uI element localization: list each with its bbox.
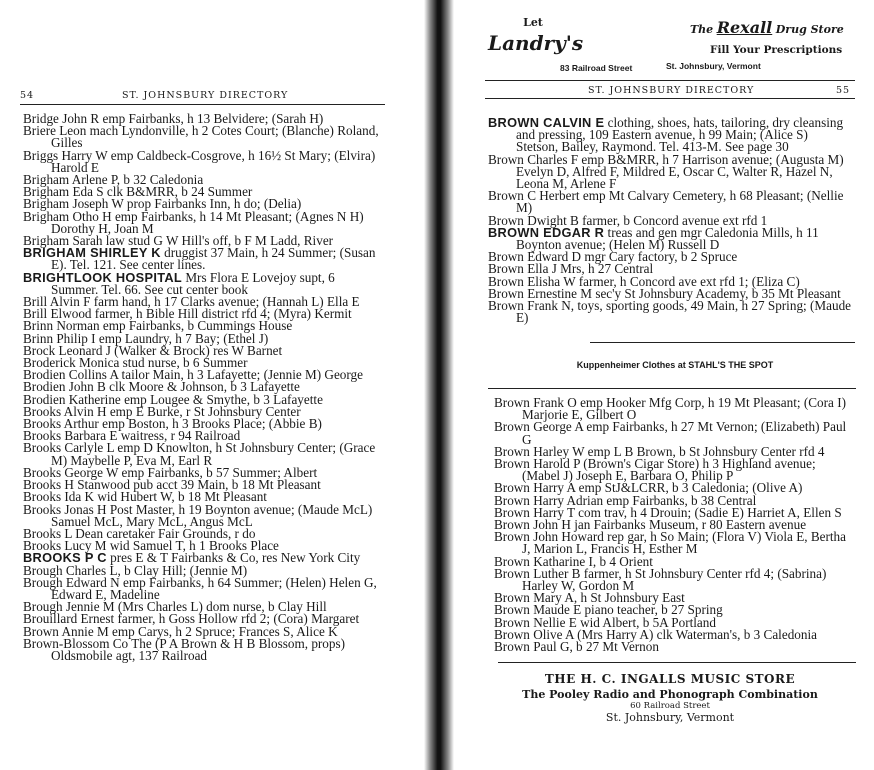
entry-text: Brown C Herbert emp Mt Calvary Cemetery, h 68 Pleasant; (Nellie M) <box>488 188 844 216</box>
ad-rule-top <box>590 342 855 343</box>
entry-text: Brooks Ida K wid Hubert W, b 18 Mt Pleasant <box>23 489 267 505</box>
entry-text: Brigham Sarah law stud G W Hill's off, b F M Ladd, River <box>23 233 334 249</box>
entry-text: treas and gen mgr Caledonia Mills, h 11 Boynton avenue; (Helen M) Russell D <box>516 224 819 253</box>
entry-text: Brodien Katherine emp Lougee & Smythe, b 3 Lafayette <box>23 391 323 407</box>
directory-entry <box>488 117 852 154</box>
entry-text: Brooks Jonas H Post Master, h 19 Boynton avenue; (Maude McL) Samuel McL, Mary McL, Angus McL <box>23 501 373 529</box>
entry-text: Brouillard Ernest farmer, h Goss Hollow rfd 2; (Cora) Margaret <box>23 611 360 627</box>
directory-entry <box>23 208 385 236</box>
rexall-ad <box>690 18 870 37</box>
ad-the: The <box>690 23 714 36</box>
entry-text: Brown-Blossom Co The (P A Brown & H B Blossom, props) Oldsmobile agt, 137 Railroad <box>23 635 346 663</box>
entry-text: pres E & T Fairbanks & Co, res New York City <box>106 550 361 566</box>
header-rule <box>20 104 385 105</box>
entry-text: Brodien John B clk Moore & Johnson, b 3 Lafayette <box>23 379 300 395</box>
ad-tagline: Fill Your Prescriptions <box>710 44 843 56</box>
landrys-address: 83 Railroad Street <box>560 63 633 73</box>
ad-line4: St. Johnsbury, Vermont <box>605 711 735 724</box>
entry-text: Brown Mary A, h St Johnsbury East <box>494 590 685 606</box>
entry-text: Brigham Arlene P, b 32 Caledonia <box>23 172 204 188</box>
entry-text: Brill Alvin F farm hand, h 17 Clarks avenue; (Hannah L) Ella E <box>23 294 360 310</box>
entry-text: Briere Leon mach Lyndonville, h 2 Cotes Court; (Blanche) Roland, Gilles <box>23 123 379 151</box>
entry-text: Brooks George W emp Fairbanks, b 57 Summer; Albert <box>23 464 318 480</box>
entry-text: Brown Dwight B farmer, b Concord avenue ext rfd 1 <box>488 212 768 228</box>
entry-text: clothing, shoes, hats, tailoring, dry cleansing and pressing, 109 Eastern avenue, h 99 Main; (Alice S) Stetson, Bailey, Raymond. Tel. 413-M. See page 30 <box>516 115 844 155</box>
entry-bold-name: BRIGHTLOOK HOSPITAL <box>23 269 183 285</box>
entry-text: Brown Harold P (Brown's Cigar Store) h 3 Highland avenue; (Mabel J) Joseph E, Barbara O, Philip P <box>494 456 816 484</box>
entry-text: Broderick Monica stud nurse, b 6 Summer <box>23 355 248 371</box>
entry-text: Bridge John R emp Fairbanks, h 13 Belvidere; (Sarah H) <box>23 111 324 126</box>
entry-text: Brown John H jan Fairbanks Museum, r 80 Eastern avenue <box>494 517 807 533</box>
entry-text: Brown Luther B farmer, h St Johnsbury Center rfd 4; (Sabrina) Harley W, Gordon M <box>494 565 827 594</box>
directory-entry <box>488 300 852 324</box>
entry-bold-name: BROWN EDGAR R <box>488 224 605 240</box>
entry-text: Brown Nellie E wid Albert, b 5A Portland <box>494 614 716 630</box>
entry-text: Brigham Joseph W prop Fairbanks Inn, h do; (Delia) <box>23 196 302 212</box>
ad-drug-store: Drug Store <box>775 23 844 36</box>
directory-entry <box>494 458 856 482</box>
page-number: 54 <box>20 90 35 101</box>
entry-text: Brooks H Stanwood pub acct 39 Main, b 18 Mt Pleasant <box>23 477 321 493</box>
entry-text: Brown Harry Adrian emp Fairbanks, b 38 Central <box>494 492 757 508</box>
entry-text: druggist 37 Main, h 24 Summer; (Susan E). Tel. 121. See center lines. <box>51 245 376 273</box>
entry-text: Brown Charles F emp B&MRR, h 7 Harrison avenue; (Augusta M) Evelyn D, Alfred F, Mildred E, Oscar C, Walter R, Hazel N, Leona M, Arlene F <box>488 151 844 192</box>
entry-text: Brock Leonard J (Walker & Brock) res W Barnet <box>23 342 283 358</box>
entry-text: Brooks L Dean caretaker Fair Grounds, r do <box>23 525 256 541</box>
entry-text: Brown Frank N, toys, sporting goods, 49 Main, h 27 Spring; (Maude E) <box>488 298 852 326</box>
stahls-ad: Kuppenheimer Clothes at STAHL'S THE SPOT <box>576 360 774 370</box>
page-number: 55 <box>836 85 851 96</box>
entry-text: Brown John Howard rep gar, h So Main; (Flora V) Viola E, Bertha J, Marion L, Francis H, Esther M <box>494 529 846 557</box>
entry-bold-name: BRIGHAM SHIRLEY K <box>23 245 161 261</box>
entry-text: Brown Maude E piano teacher, b 27 Spring <box>494 602 723 618</box>
entry-text: Brown Harry A emp StJ&LCRR, b 3 Caledonia; (Olive A) <box>494 480 803 496</box>
directory-entries-left <box>23 113 385 662</box>
ad-rule <box>485 80 855 81</box>
entry-text: Brown Ella J Mrs, h 27 Central <box>488 261 654 277</box>
entry-text: Brown Harley W emp L B Brown, b St Johnsbury Center rfd 4 <box>494 443 825 459</box>
rexall-logo: Rexall <box>716 18 773 37</box>
entry-text: Brown Elisha W farmer, h Concord ave ext rfd 1; (Eliza C) <box>488 273 800 289</box>
entry-text: Brown George A emp Fairbanks, h 27 Mt Vernon; (Elizabeth) Paul G <box>494 419 847 447</box>
ad-city: St. Johnsbury, Vermont <box>666 61 761 71</box>
running-head: ST. JOHNSBURY DIRECTORY <box>122 90 289 101</box>
landrys-logo: Landry's <box>488 31 584 55</box>
directory-entry <box>494 641 856 653</box>
entry-bold-name: BROWN CALVIN E <box>488 115 605 130</box>
entry-text: Brodien Collins A tailor Main, h 3 Lafayette; (Jennie M) George <box>23 367 363 383</box>
ad-line3: 60 Railroad Street <box>630 701 710 711</box>
left-page <box>0 0 400 770</box>
entry-text: Brown Frank O emp Hooker Mfg Corp, h 19 Mt Pleasant; (Cora I) Marjorie E, Gilbert O <box>494 395 846 423</box>
entry-text: Brough Jennie M (Mrs Charles L) dom nurse, b Clay Hill <box>23 599 327 615</box>
directory-entry <box>23 442 385 466</box>
entry-text: Brown Katharine I, b 4 Orient <box>494 553 653 569</box>
entry-text: Mrs Flora E Lovejoy supt, 6 Summer. Tel. 66. See cut center book <box>51 269 335 297</box>
ad-let: Let <box>523 16 543 29</box>
ingalls-ad <box>480 672 860 724</box>
directory-entry <box>23 247 385 271</box>
directory-entries-right-top <box>488 117 852 324</box>
directory-entry <box>23 635 385 663</box>
directory-entry <box>494 565 856 594</box>
entry-text: Brooks Carlyle L emp D Knowlton, h St Johnsbury Center; (Grace M) Maybelle P, Eva M, Earl R <box>23 440 376 468</box>
entry-text: Brough Charles L, b Clay Hill; (Jennie M) <box>23 562 248 578</box>
book-gutter <box>424 0 454 770</box>
entry-text: Brooks Lucy M wid Samuel T, h 1 Brooks Place <box>23 538 279 554</box>
entry-text: Brigham Eda S clk B&MRR, b 24 Summer <box>23 184 253 200</box>
entry-text: Brown Olive A (Mrs Harry A) clk Waterman's, b 3 Caledonia <box>494 626 818 642</box>
directory-entry <box>488 190 852 214</box>
entry-text: Brinn Philip I emp Laundry, h 7 Bay; (Ethel J) <box>23 330 269 346</box>
directory-entry <box>23 125 385 149</box>
entry-text: Brooks Arthur emp Boston, h 3 Brooks Place; (Abbie B) <box>23 416 322 432</box>
directory-entry <box>488 224 852 253</box>
entry-text: Brown Harry T com trav, h 4 Drouin; (Sadie E) Harriet A, Ellen S <box>494 504 842 520</box>
entry-text: Brown Edward D mgr Cary factory, b 2 Spruce <box>488 249 738 265</box>
entry-text: Brooks Barbara E waitress, r 94 Railroad <box>23 428 241 444</box>
directory-entry <box>494 421 856 445</box>
entry-text: Brough Edward N emp Fairbanks, h 64 Summer; (Helen) Helen G, Edward E, Madeline <box>23 574 377 602</box>
entry-text: Brill Elwood farmer, h Bible Hill district rfd 4; (Myra) Kermit <box>23 306 352 322</box>
directory-entry <box>494 397 856 421</box>
directory-entry <box>23 574 385 602</box>
entry-text: Brinn Norman emp Fairbanks, b Cummings House <box>23 318 293 334</box>
ad-line1: THE H. C. INGALLS MUSIC STORE <box>544 672 796 686</box>
entry-text: Brown Paul G, b 27 Mt Vernon <box>494 639 659 655</box>
running-head: ST. JOHNSBURY DIRECTORY <box>588 85 755 96</box>
directory-entry <box>488 151 852 192</box>
entry-text: Briggs Harry W emp Caldbeck-Cosgrove, h 16½ St Mary; (Elvira) Harold E <box>23 147 376 175</box>
header-rule <box>485 98 855 99</box>
entry-text: Brigham Otho H emp Fairbanks, h 14 Mt Pleasant; (Agnes N H) Dorothy H, Joan M <box>23 208 364 236</box>
entry-text: Brown Annie M emp Carys, h 2 Spruce; Frances S, Alice K <box>23 623 338 639</box>
footer-rule <box>498 662 856 663</box>
entry-text: Brown Ernestine M sec'y St Johnsbury Academy, b 35 Mt Pleasant <box>488 285 841 301</box>
entry-text: Brooks Alvin H emp E Burke, r St Johnsbury Center <box>23 403 301 419</box>
right-page <box>480 0 874 770</box>
directory-entry <box>23 269 385 297</box>
directory-entry <box>494 531 856 555</box>
entry-bold-name: BROOKS P C <box>23 550 107 566</box>
ad-rule-bottom <box>488 388 856 389</box>
landrys-ad <box>488 16 584 55</box>
ad-line2: The Pooley Radio and Phonograph Combination <box>522 688 818 701</box>
directory-entry <box>23 147 385 175</box>
directory-entries-right-bottom <box>494 397 856 653</box>
directory-entry <box>23 501 385 529</box>
